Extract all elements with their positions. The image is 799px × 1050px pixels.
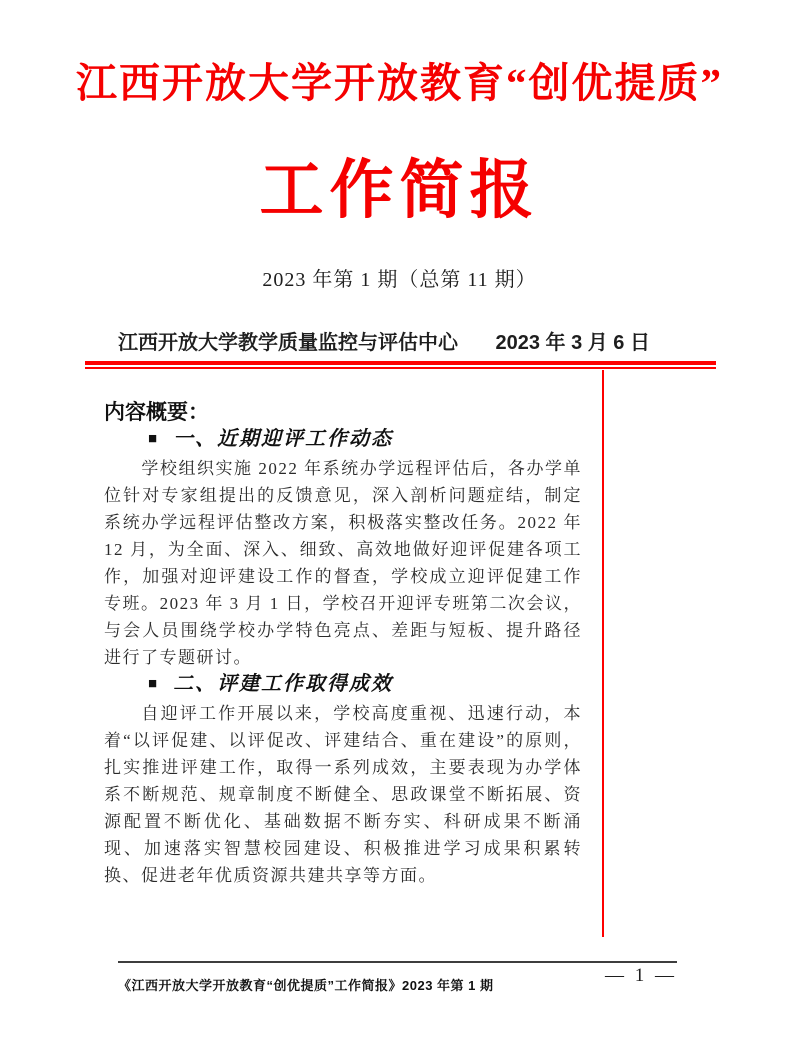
section-2 [104,671,582,889]
footer-row [118,965,677,994]
issue-number: 2023 年第 1 期（总第 11 期） [262,269,537,291]
section-2-heading [104,671,582,700]
section-2-heading-text: 二、评建工作取得成效 [173,673,394,695]
publish-date: 2023 年 3 月 6 日 [495,332,650,354]
publisher-name: 江西开放大学教学质量监控与评估中心 [118,332,458,354]
section-1-heading [104,426,582,455]
header-divider-thin-line [85,367,716,369]
content-column [104,399,582,889]
square-bullet-icon: ■ [148,676,158,692]
header-divider-thick-line [85,361,716,365]
section-1 [104,426,582,671]
publisher-row [118,326,650,355]
bulletin-title: 工作简报 [259,155,540,226]
section-1-heading-text: 一、近期迎评工作动态 [173,428,394,450]
section-1-body: 学校组织实施 2022 年系统办学远程评估后，各办学单位针对专家组提出的反馈意见，深入剖析问题症结，制定系统办学远程评估整改方案，积极落实整改任务。2022 年 12 月，为全面、深入、细致、高效地做好迎评促建各项工作，加强对迎评建设工作的督查，学校成立迎评促建工作专班。2023 年 3 月 1 日，学校召开迎评专班第二次会议，与会人员围绕学校办学特色亮点、差距与短板、提升路径进行了专题研讨。 [104,459,582,667]
footer-citation: 《江西开放大学开放教育“创优提质”工作简报》2023 年第 1 期 [118,978,494,993]
header-divider [85,361,716,369]
masthead-title: 江西开放大学开放教育“创优提质” [76,60,723,106]
page-number: — 1 — [605,965,677,986]
footer-divider [118,961,677,963]
square-bullet-icon: ■ [148,431,158,447]
margin-divider [602,370,604,937]
section-2-body: 自迎评工作开展以来，学校高度重视、迅速行动，本着“以评促建、以评促改、评建结合、重在建设”的原则，扎实推进评建工作，取得一系列成效，主要表现为办学体系不断规范、规章制度不断健全、思政课堂不断拓展、资源配置不断优化、基础数据不断夯实、科研成果不断涌现、加速落实智慧校园建设、积极推进学习成果积累转换、促进老年优质资源共建共享等方面。 [104,704,582,885]
summary-label: 内容概要： [104,401,209,424]
